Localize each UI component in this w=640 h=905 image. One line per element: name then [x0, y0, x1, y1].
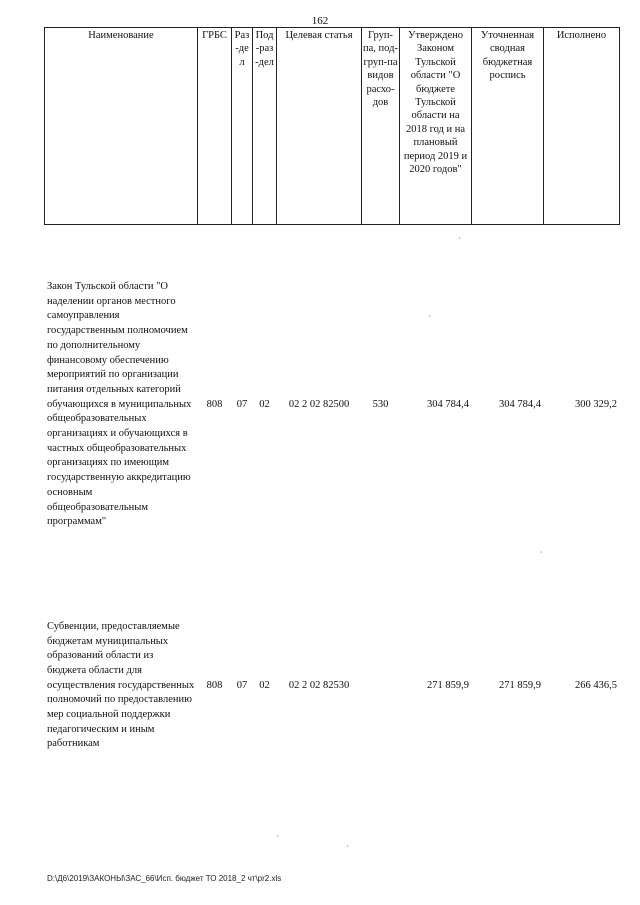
header-podrazdel: Под-раз-дел: [253, 28, 277, 225]
scan-speck: ·: [540, 548, 543, 557]
header-vid: Груп-па, под-груп-па видов расхо-дов: [362, 28, 400, 225]
row-podrazdel: 02: [259, 679, 270, 691]
row-celevaya: 02 2 02 82500: [288, 398, 350, 410]
header-razdel: Раз-дел: [232, 28, 253, 225]
header-utochnennaya: Уточненная сводная бюджетная роспись: [472, 28, 544, 225]
row-ispolneno: 266 436,5: [575, 679, 617, 691]
header-celevaya: Целевая статья: [277, 28, 362, 225]
row-utochnennaya: 304 784,4: [499, 398, 541, 410]
page-number: 162: [311, 15, 329, 27]
row-razdel: 07: [236, 679, 248, 691]
row-utverzhdeno: 271 859,9: [427, 679, 469, 691]
row-ispolneno: 300 329,2: [575, 398, 617, 410]
scan-speck: ·: [346, 842, 349, 851]
budget-table: [44, 27, 620, 781]
table-row: [45, 591, 620, 781]
scan-speck: ·: [276, 832, 279, 841]
row-utochnennaya: 271 859,9: [499, 679, 541, 691]
row-utverzhdeno: 304 784,4: [427, 398, 469, 410]
row-razdel: 07: [236, 398, 248, 410]
scan-speck: ·: [428, 312, 431, 321]
row-name: Закон Тульской области "О наделении органов местного самоуправления государственным полномочием по дополнительному финансовому обеспечению мероприятий по организации питания отдельных категорий обучающихся в муниципальных общеобразовательных организациях и обучающихся в частных общеобразовательных организациях по имеющим государственную аккредитацию основным общеобразовательным программам": [47, 281, 192, 528]
header-utverzhdeno: Утверждено Законом Тульской области "О бюджете Тульской области на 2018 год и на плановый период 2019 и 2020 годов": [400, 28, 472, 225]
header-grbs: ГРБС: [198, 28, 232, 225]
header-ispolneno: Исполнено: [544, 28, 620, 225]
row-vid: 530: [372, 398, 389, 410]
row-name: Субвенции, предоставляемые бюджетам муниципальных образований области из бюджета области для осуществления государственных полномочий по предоставлению мер социальной поддержки педагогическим и иным работникам: [47, 620, 195, 750]
row-celevaya: 02 2 02 82530: [288, 679, 350, 691]
header-name: Наименование: [45, 28, 198, 225]
scan-speck: ·: [458, 234, 461, 243]
row-grbs: 808: [206, 679, 223, 691]
footer-file-path: D:\Д6\2019\ЗАКОНЫ\ЗАС_66\Исп. бюджет ТО 2018_2 чт\pr2.xls: [47, 874, 282, 883]
row-vid: [362, 591, 400, 781]
table-header-row: [45, 28, 620, 225]
table-row: [45, 245, 620, 565]
row-podrazdel: 02: [259, 398, 270, 410]
row-grbs: 808: [206, 398, 223, 410]
